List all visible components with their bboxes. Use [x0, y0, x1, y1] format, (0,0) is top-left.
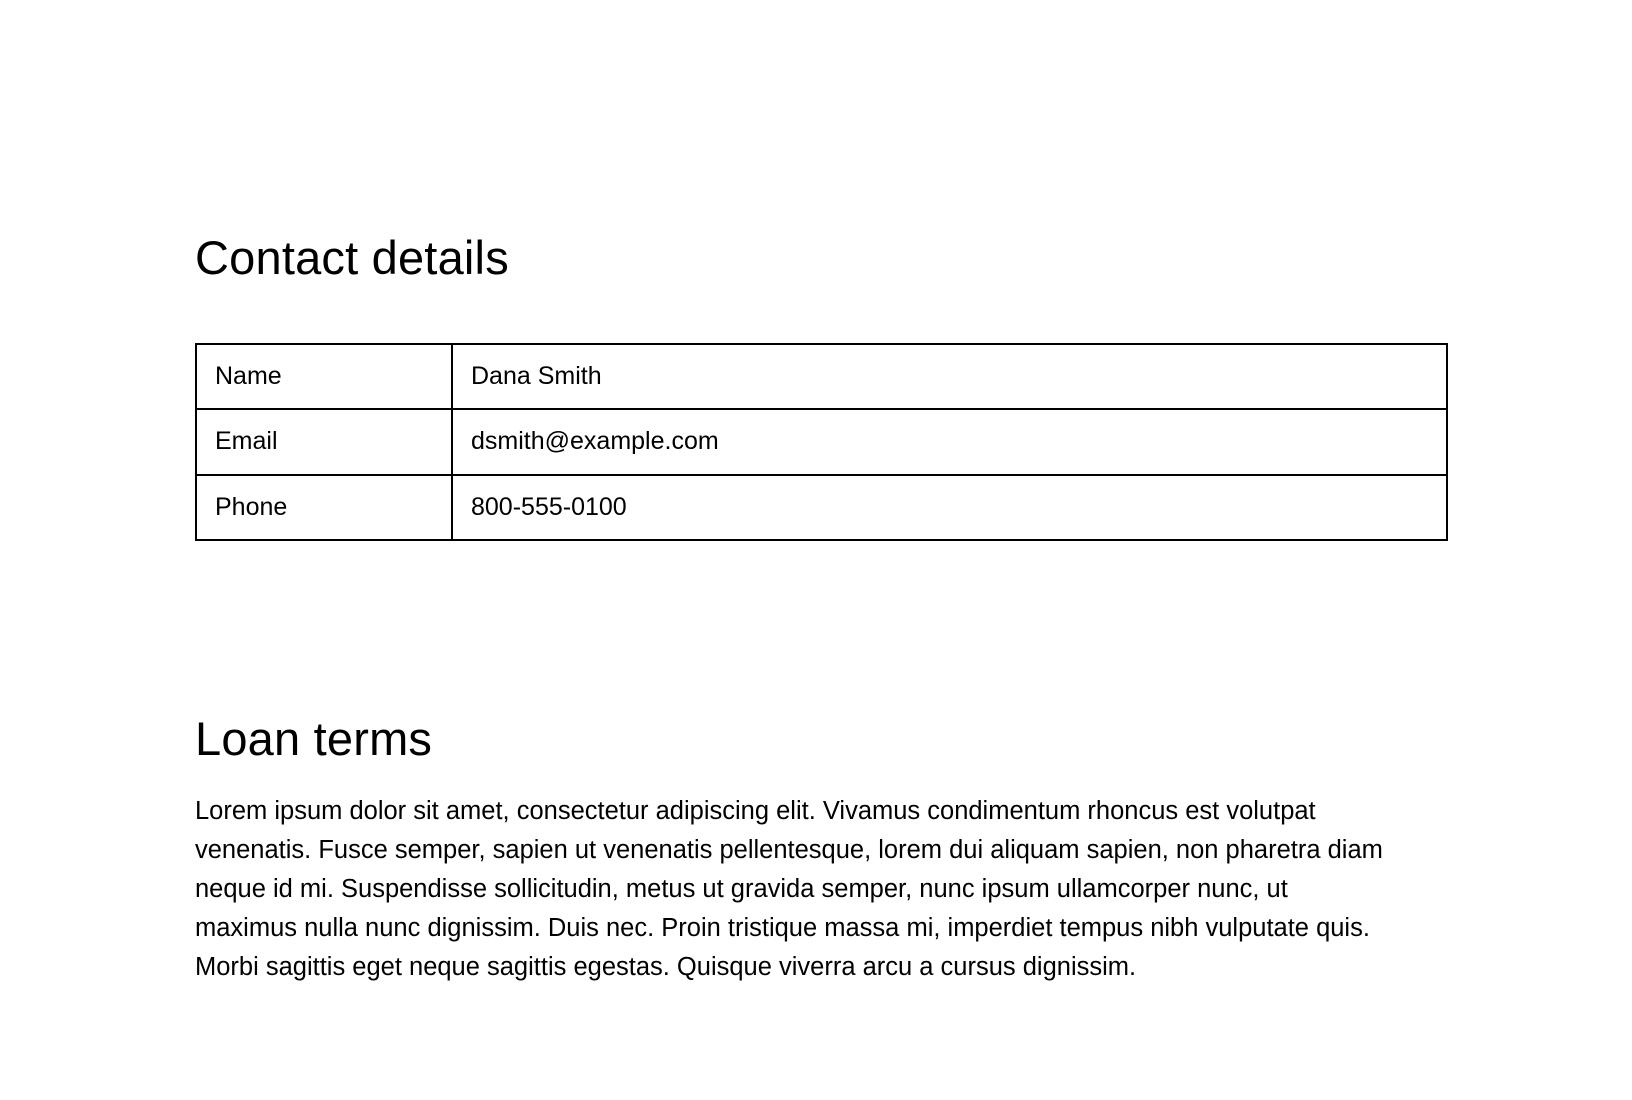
contact-email-value: dsmith@example.com	[452, 409, 1447, 475]
table-row	[196, 344, 1447, 410]
table-row	[196, 475, 1447, 541]
contact-details-table	[195, 343, 1448, 542]
loan-terms-paragraph: Lorem ipsum dolor sit amet, consectetur adipiscing elit. Vivamus condimentum rhoncus est volutpat venenatis. Fusce semper, sapien ut venenatis pellentesque, lorem dui aliquam sapien, non pharetra diam neque id mi. Suspendisse sollicitudin, metus ut gravida semper, nunc ipsum ullamcorper nunc, ut maximus nulla nunc dignissim. Duis nec. Proin tristique massa mi, imperdiet tempus nibh vulputate quis. Morbi sagittis eget neque sagittis egestas. Quisque viverra arcu a cursus dignissim.	[195, 796, 1383, 981]
contact-name-label: Name	[196, 344, 452, 410]
loan-terms-heading: Loan terms	[195, 712, 433, 766]
contact-name-value: Dana Smith	[452, 344, 1447, 410]
contact-phone-label: Phone	[196, 475, 452, 541]
contact-phone-value: 800-555-0100	[452, 475, 1447, 541]
contact-details-heading: Contact details	[195, 231, 509, 284]
contact-email-label: Email	[196, 409, 452, 475]
table-row	[196, 409, 1447, 475]
